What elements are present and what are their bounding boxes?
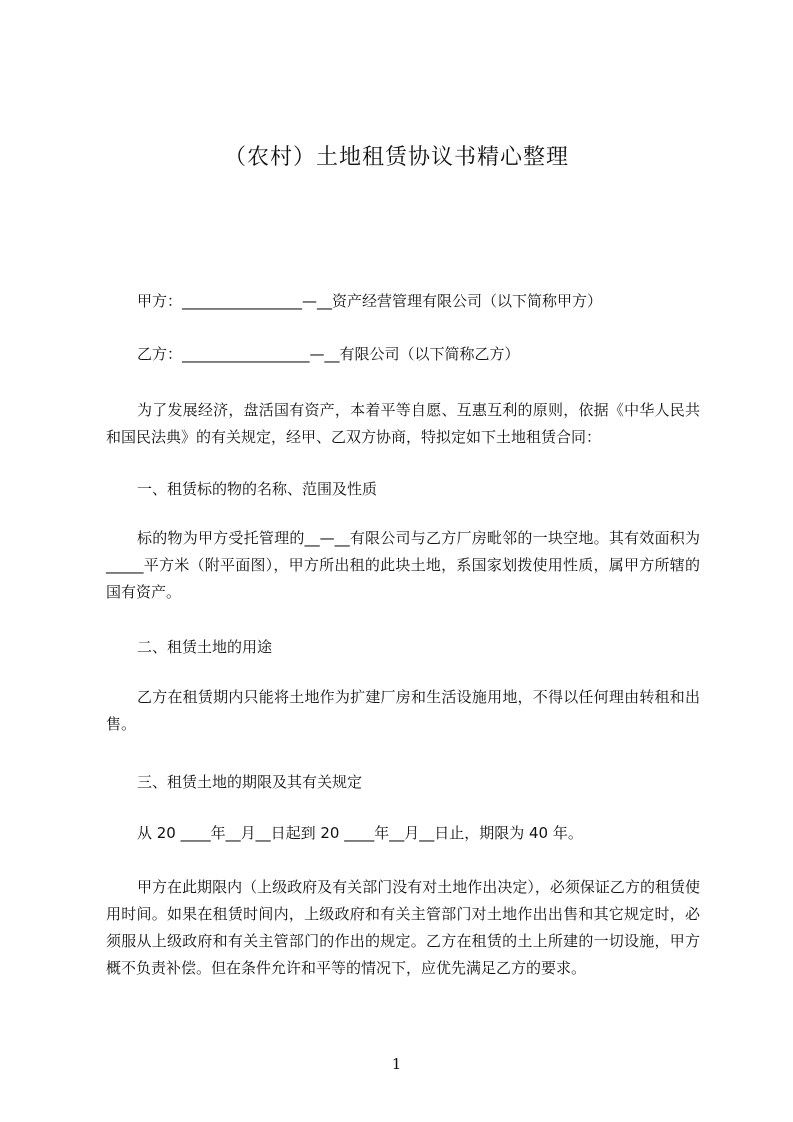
section1-paragraph: 标的物为甲方受托管理的__—__有限公司与乙方厂房毗邻的一块空地。其有效面积为_____平方米（附平面图），甲方所出租的此块土地，系国家划拨使用性质，属甲方所辖的国有资产。 [106,529,700,601]
section3-paragraph: 甲方在此期限内（上级政府及有关部门没有对土地作出决定），必须保证乙方的租赁使用时间。如果在租赁时间内，上级政府和有关主管部门对土地作出出售和其它规定时，必须服从上级政府和有关主管部门的作出的规定。乙方在租赁的土上所建的一切设施，甲方概不负责补偿。但在条件允许和平等的情况下，应优先满足乙方的要求。 [106,878,700,977]
section3-term-line: 从 20 ____年__月__日起到 20 ____年__月__日止，期限为 40 年。 [137,824,583,842]
page-number: 1 [391,1055,402,1073]
party-a-line: 甲方：________________—__资产经营管理有限公司（以下简称甲方） [137,292,603,310]
section3-heading: 三、租赁土地的期限及其有关规定 [137,773,363,791]
intro-paragraph: 为了发展经济，盘活国有资产，本着平等自愿、互惠互利的原则，依据《中华人民共和国民法典》的有关规定，经甲、乙双方协商，特拟定如下土地租赁合同： [106,401,700,446]
section2-paragraph: 乙方在租赁期内只能将土地作为扩建厂房和生活设施用地，不得以任何理由转租和出售。 [106,688,700,733]
section2-heading: 二、租赁土地的用途 [137,638,273,656]
party-b-line: 乙方：_________________—__有限公司（以下简称乙方） [137,345,520,363]
section1-heading: 一、租赁标的物的名称、范围及性质 [137,480,378,498]
document-title: （农村）土地租赁协议书精心整理 [223,145,569,170]
